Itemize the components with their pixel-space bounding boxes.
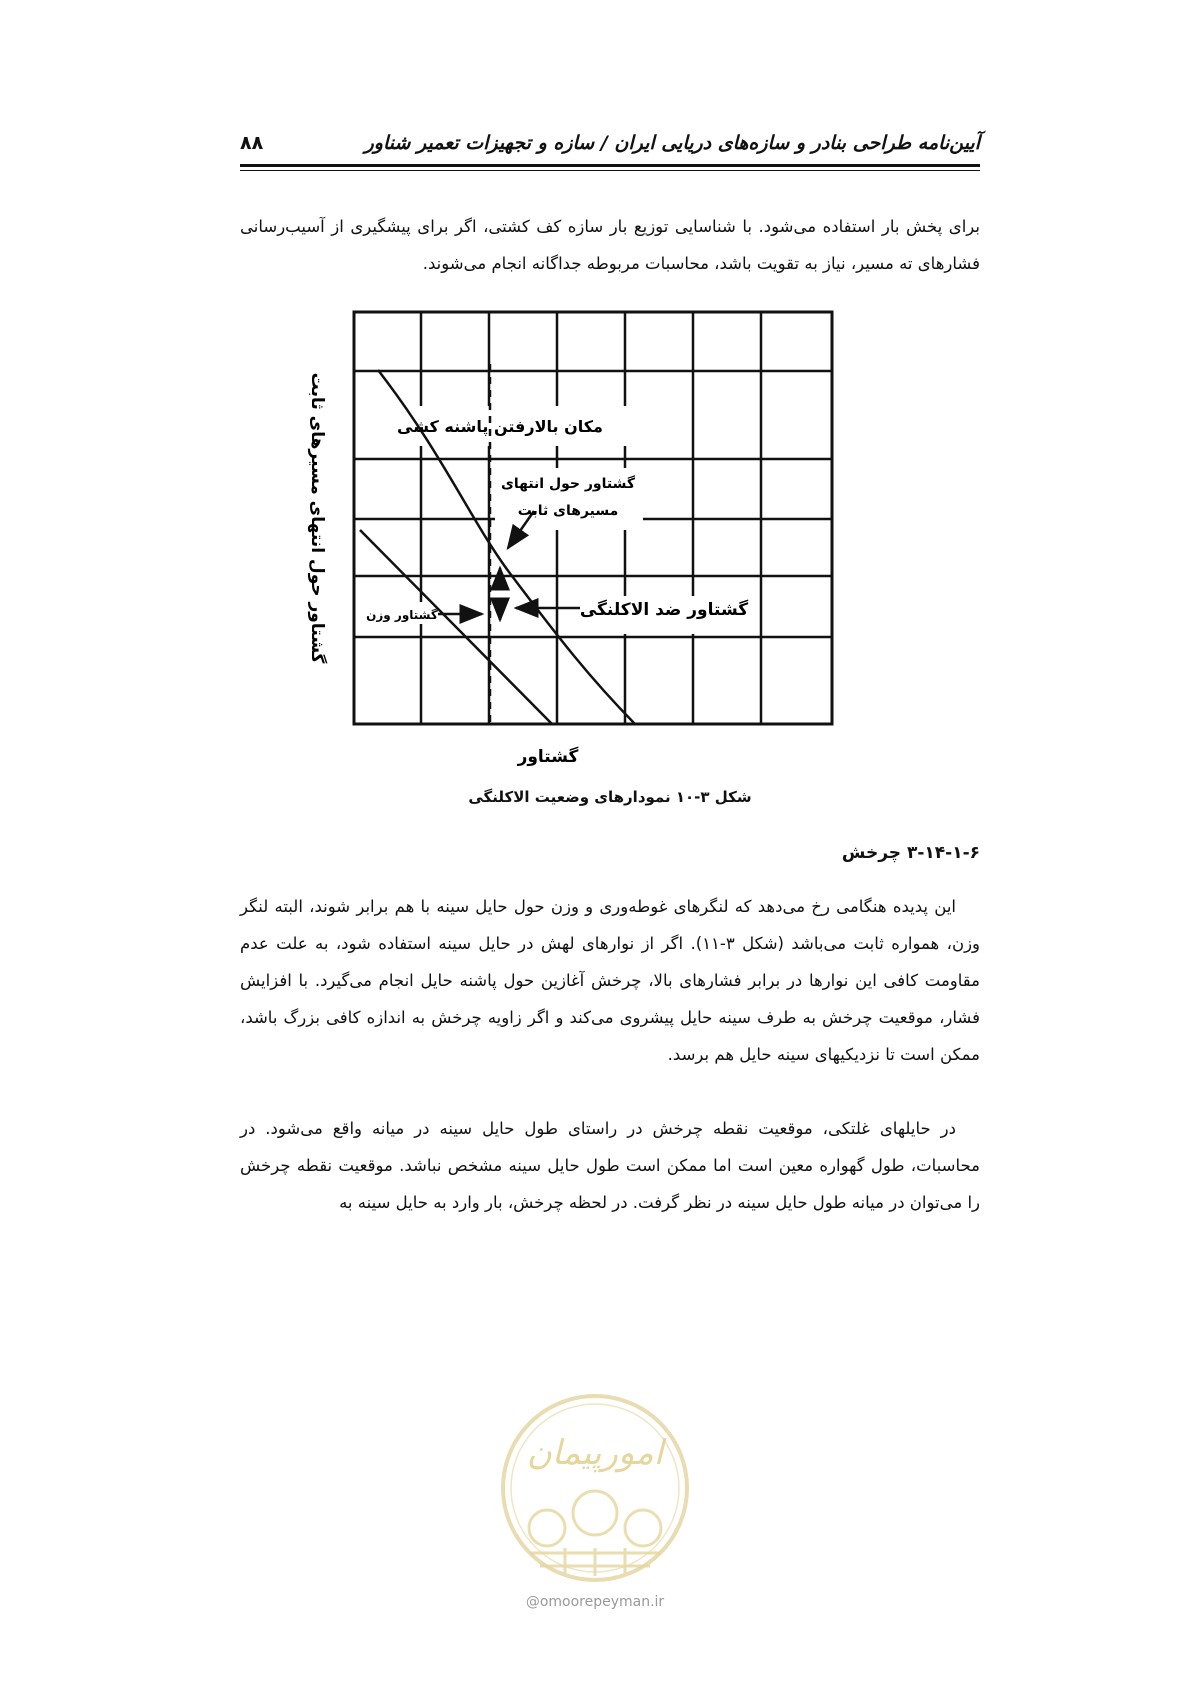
watermark-at-icon: @ [525,1594,540,1610]
label-moment-line2: مسیرهای ثابت [517,503,619,519]
section-heading: ۳-۱۴-۱-۶ چرخش [841,843,980,863]
section-paragraph-2: در حایلهای غلتکی، موقعیت نقطه چرخش در راستای طول حایل سینه در میانه واقع می‌شود. در محاسبات، طول گهواره معین است اما ممکن است طول حایل سینه مشخص نباشد. موقعیت نقطه چرخش را می‌توان در میانه طول حایل سینه در نظر گرفت. در لحظه چرخش، بار وارد به حایل سینه به [240,1119,980,1212]
watermark-logo [495,1388,695,1588]
figure-tipping-diagram [290,300,910,780]
weight-moment-line [360,530,552,724]
intro-paragraph: برای پخش بار استفاده می‌شود. با شناسایی توزیع بار سازه کف کشتی، اگر برای پیشگیری از آسیب‌رسانی فشارهای ته مسیر، نیاز به تقویت باشد، محاسبات مربوطه جداگانه انجام می‌شوند. [240,217,980,273]
label-moment-line1: گشتاور حول انتهای [501,476,635,492]
x-axis-label: گشتاور [517,747,579,767]
watermark-url-text: omoorepeyman.ir [539,1594,665,1610]
page-header [240,128,980,164]
tipping-diagram-svg [290,300,910,780]
label-anti-tipping: گشتاور ضد الاکلنگی [579,600,749,620]
figure-caption: شکل ۳-۱۰ نمودارهای وضعیت الاکلنگی [468,788,752,806]
page-number: ۸۸ [240,132,264,154]
watermark-url [495,1594,695,1610]
section-paragraph-1: این پدیده هنگامی رخ می‌دهد که لنگرهای غوطه‌وری و وزن حول حایل سینه با هم برابر شوند، البته لنگر وزن، همواره ثابت می‌باشد (شکل ۳-۱۱). اگر از نوارهای لهش در حایل سینه استفاده شود، به علت عدم مقاومت کافی این نوارها در برابر فشارهای بالا، چرخش آغازین حول پاشنه حایل انجام می‌گیرد. با افزایش فشار، موقعیت چرخش به طرف سینه حایل پیشروی می‌کند و اگر زاویه چرخش به اندازه کافی بزرگ باشد، ممکن است تا نزدیکیهای سینه حایل هم برسد. [240,897,981,1064]
watermark-seal-icon [495,1388,695,1588]
header-rule-thick [240,164,980,167]
label-heel-lift: مکان بالارفتن پاشنه کشی [397,417,603,436]
header-rule-thin [240,170,980,171]
running-title: آیین‌نامه طراحی بنادر و سازه‌های دریایی ایران / سازه و تجهیزات تعمیر شناور [364,132,980,154]
y-axis-label: گشتاور حول انتهای مسیرهای ثابت [307,372,327,664]
watermark-logo-text: امورپیمان [526,1433,664,1473]
label-weight-moment: گشتاور وزن [366,608,438,622]
